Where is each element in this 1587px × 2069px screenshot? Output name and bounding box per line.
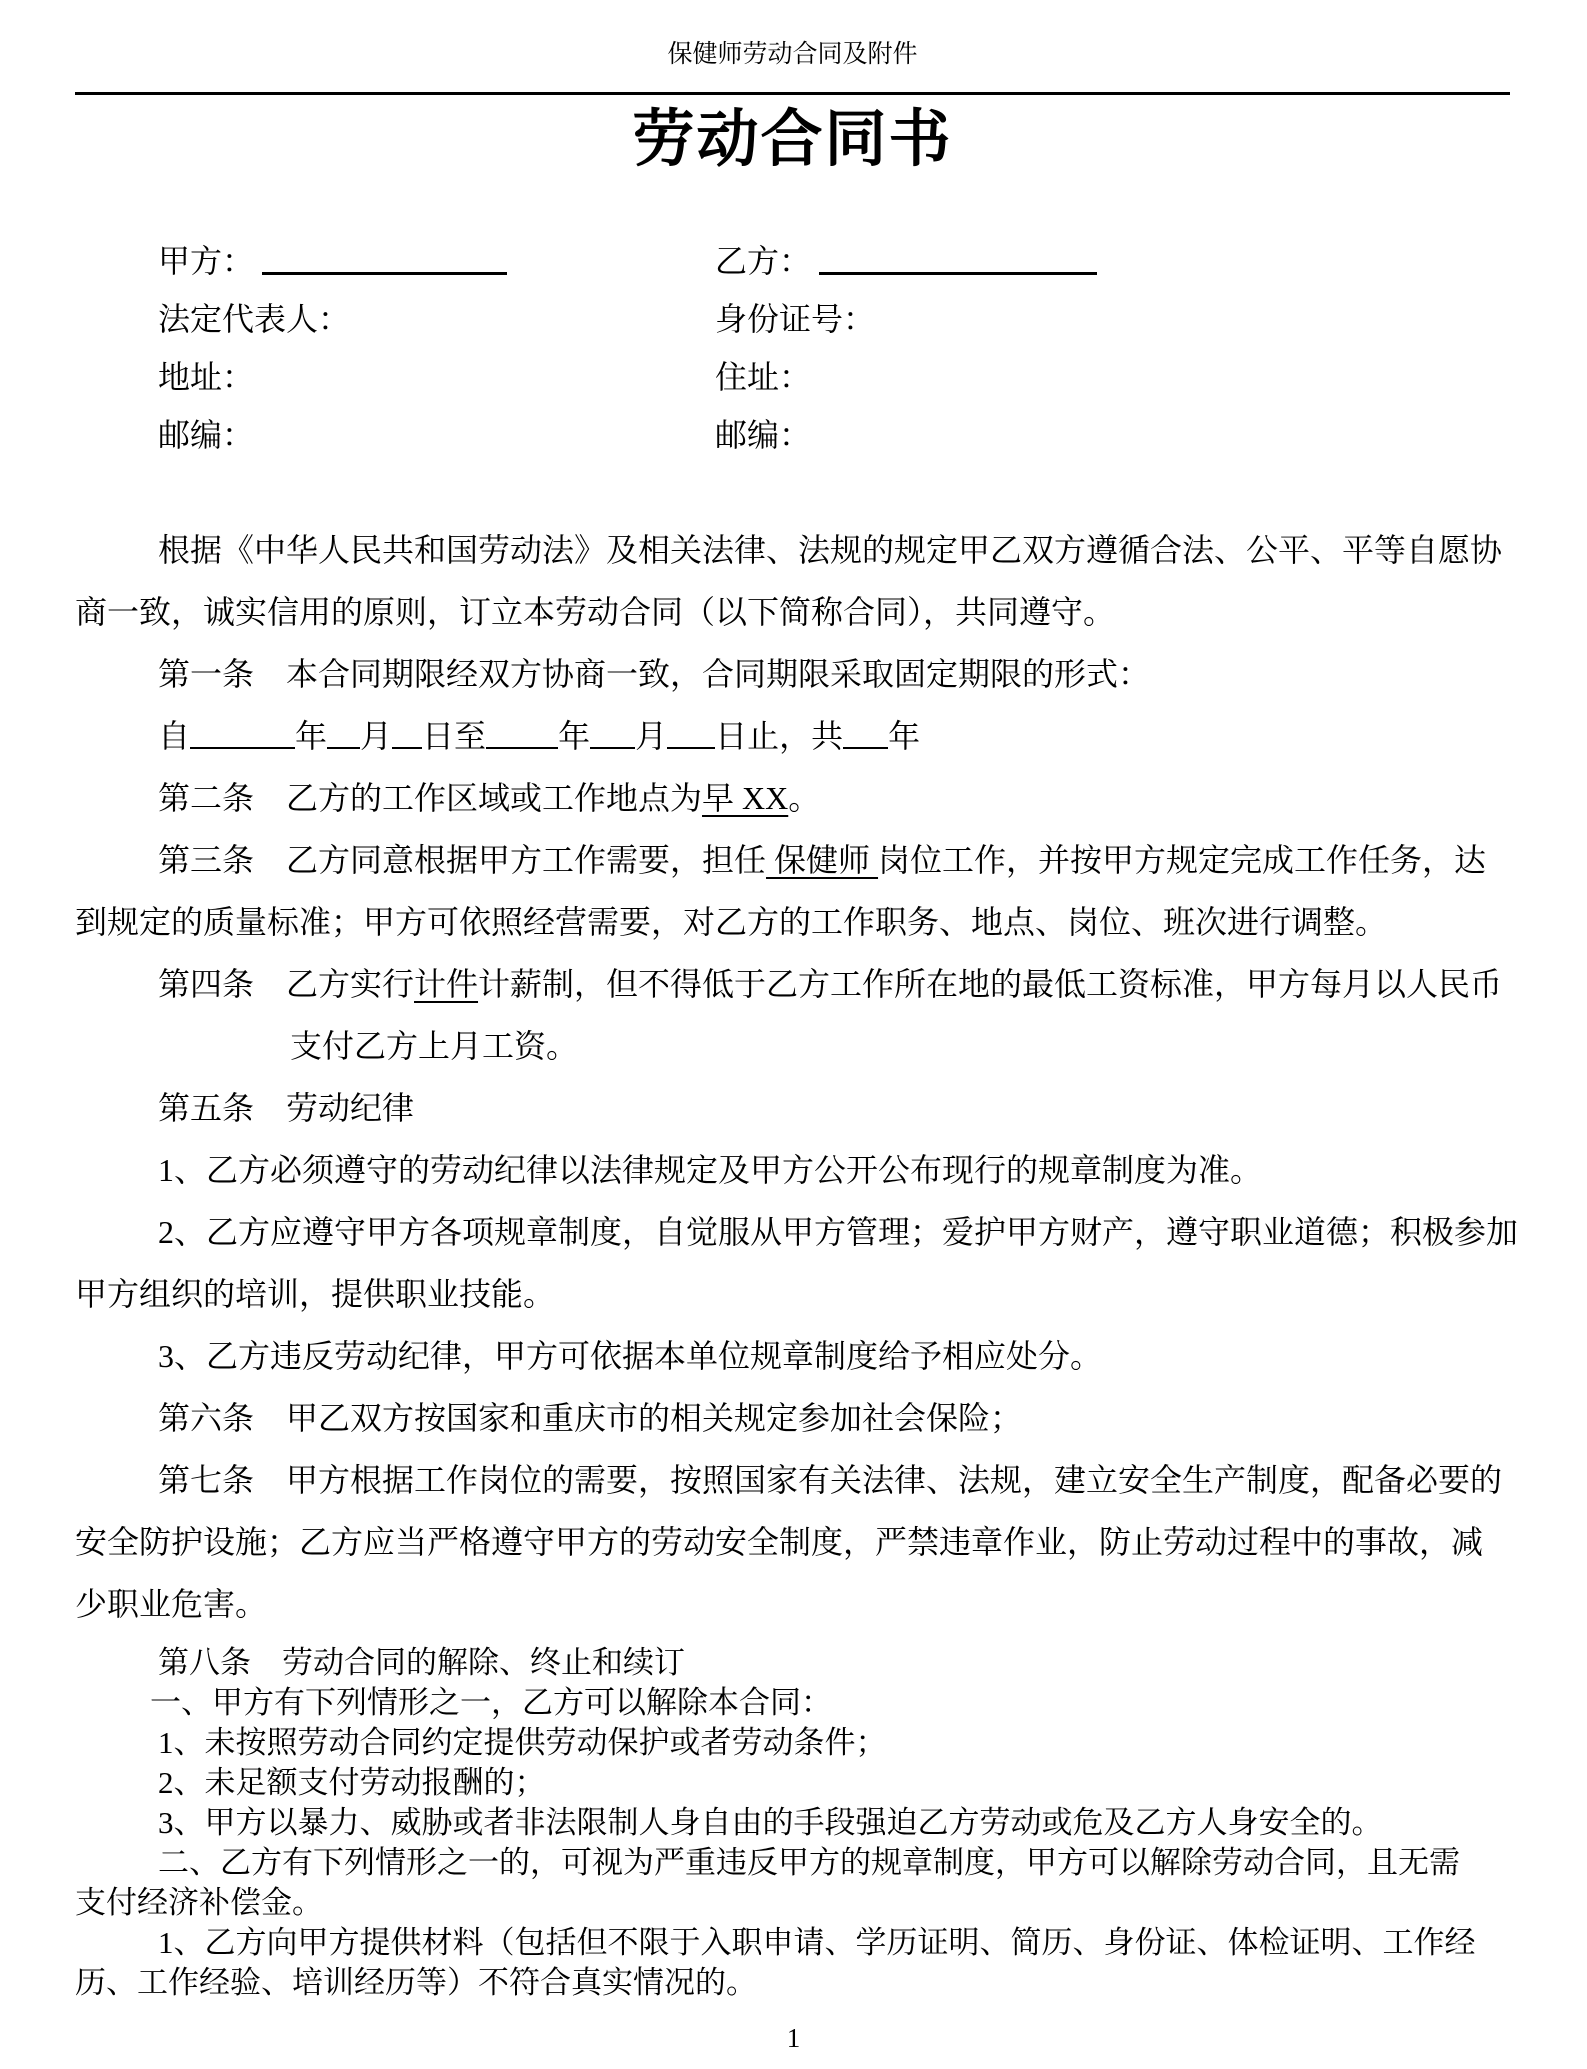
contract-line [75, 1201, 1519, 1263]
contract-line [75, 1263, 1510, 1325]
id-number-field [715, 301, 875, 337]
postcode-a-field [158, 417, 254, 453]
text-run: 安全防护设施；乙方应当严格遵守甲方的劳动安全制度，严禁违章作业，防止劳动过程中的事故，减 [75, 1524, 1484, 1560]
address-field [158, 359, 254, 395]
id-number-label: 身份证号： [715, 301, 876, 337]
text-run: 年 [888, 718, 921, 754]
party-a-blank[interactable] [262, 266, 507, 275]
contract-line [75, 891, 1510, 953]
page-number: 1 [786, 2023, 801, 2053]
contract-line [75, 1643, 1510, 1683]
text-run: 商一致，诚实信用的原则，订立本劳动合同（以下简称合同），共同遵守。 [75, 594, 1116, 630]
text-run: 月 [360, 718, 393, 754]
legal-representative-field [158, 301, 350, 337]
contract-line [75, 705, 1510, 767]
text-run: 支付经济补偿金。 [75, 1885, 323, 1920]
contract-line [75, 829, 1510, 891]
contract-line [75, 1139, 1510, 1201]
underlined-text: 计件 [414, 966, 479, 1002]
text-run: 支付乙方上月工资。 [290, 1028, 579, 1064]
fill-in-blank[interactable] [667, 743, 715, 749]
text-run: 少职业危害。 [75, 1586, 268, 1622]
text-run: 第五条 劳动纪律 [158, 1090, 415, 1126]
text-run: 年 [295, 718, 328, 754]
fill-in-blank[interactable] [843, 743, 888, 749]
contract-line [75, 1803, 1510, 1843]
underlined-text: 早 XX [702, 780, 789, 816]
document-title: 劳动合同书 [632, 105, 953, 174]
fill-in-blank[interactable] [392, 743, 422, 749]
text-run: 2、乙方应遵守甲方各项规章制度，自觉服从甲方管理；爱护甲方财产，遵守职业道德；积极参加 [158, 1214, 1519, 1250]
contract-line [75, 1077, 1510, 1139]
text-run: 甲方组织的培训，提供职业技能。 [75, 1276, 556, 1312]
text-run: 1、乙方必须遵守的劳动纪律以法律规定及甲方公开公布现行的规章制度为准。 [158, 1152, 1263, 1188]
party-b-field [715, 243, 1097, 279]
text-run: 1、未按照劳动合同约定提供劳动保护或者劳动条件； [158, 1725, 887, 1760]
text-run: 自 [158, 718, 191, 754]
contract-line [75, 1843, 1510, 1883]
header-rule [75, 92, 1510, 95]
contract-line [75, 1723, 1510, 1763]
text-run: 历、工作经验、培训经历等）不符合真实情况的。 [75, 1965, 757, 2000]
parties-block [75, 243, 1510, 453]
fill-in-blank[interactable] [590, 743, 635, 749]
text-run: 第一条 本合同期限经双方协商一致，合同期限采取固定期限的形式： [158, 656, 1151, 692]
contract-line [75, 953, 1510, 1015]
text-run: 计薪制，但不得低于乙方工作所在地的最低工资标准，甲方每月以人民币 [478, 966, 1503, 1002]
fill-in-blank[interactable] [190, 743, 295, 749]
residence-field [715, 359, 811, 395]
text-run: 年 [558, 718, 591, 754]
text-run: 第七条 甲方根据工作岗位的需要，按照国家有关法律、法规，建立安全生产制度，配备必要的 [158, 1462, 1503, 1498]
postcode-a-label: 邮编： [158, 417, 255, 453]
text-run: 一、甲方有下列情形之一，乙方可以解除本合同： [150, 1685, 832, 1720]
text-run: 1、乙方向甲方提供材料（包括但不限于入职申请、学历证明、简历、身份证、体检证明、工作经 [158, 1925, 1476, 1960]
text-run: 到规定的质量标准；甲方可依照经营需要，对乙方的工作职务、地点、岗位、班次进行调整。 [75, 904, 1388, 940]
underlined-text: 保健师 [766, 842, 879, 878]
text-run: 二、乙方有下列情形之一的，可视为严重违反甲方的规章制度，甲方可以解除劳动合同，且无需 [158, 1845, 1460, 1880]
text-run: 2、未足额支付劳动报酬的； [158, 1765, 546, 1800]
contract-line [75, 1963, 1510, 2003]
contract-line [75, 1683, 1510, 1723]
text-run: 第三条 乙方同意根据甲方工作需要，担任 [158, 842, 767, 878]
address-label: 地址： [158, 359, 255, 395]
contract-line [75, 1325, 1510, 1387]
legal-representative-label: 法定代表人： [158, 301, 351, 337]
contract-body [75, 519, 1519, 2003]
residence-label: 住址： [715, 359, 812, 395]
text-run: 岗位工作，并按甲方规定完成工作任务，达 [878, 842, 1487, 878]
party-row [75, 301, 1510, 337]
text-run: 第六条 甲乙双方按国家和重庆市的相关规定参加社会保险； [158, 1400, 1023, 1436]
text-run: 。 [788, 780, 821, 816]
text-run: 日至 [422, 718, 487, 754]
text-run: 第二条 乙方的工作区域或工作地点为 [158, 780, 703, 816]
postcode-b-label: 邮编： [715, 417, 812, 453]
contract-line [75, 1449, 1510, 1511]
text-run: 第四条 乙方实行 [158, 966, 415, 1002]
party-b-blank[interactable] [819, 266, 1097, 275]
party-row [75, 243, 1510, 279]
contract-line [75, 643, 1510, 705]
contract-section-tight [75, 1643, 1510, 2003]
text-run: 日止，共 [715, 718, 844, 754]
text-run: 月 [635, 718, 668, 754]
contract-line [75, 1511, 1510, 1573]
contract-line [75, 1387, 1510, 1449]
party-a-label: 甲方： [158, 243, 255, 279]
contract-line [75, 1883, 1510, 1923]
party-a-field [158, 243, 507, 279]
contract-line [75, 581, 1510, 643]
text-run: 3、甲方以暴力、威胁或者非法限制人身自由的手段强迫乙方劳动或危及乙方人身安全的。 [158, 1805, 1383, 1840]
contract-line [75, 1763, 1510, 1803]
contract-line [75, 767, 1510, 829]
running-header: 保健师劳动合同及附件 [667, 41, 918, 68]
party-row [75, 417, 1510, 453]
contract-section-wide [75, 519, 1519, 1635]
contract-line [75, 1015, 1510, 1077]
contract-line [75, 1923, 1510, 1963]
contract-line [75, 1573, 1510, 1635]
text-run: 根据《中华人民共和国劳动法》及相关法律、法规的规定甲乙双方遵循合法、公平、平等自愿协 [158, 532, 1503, 568]
party-row [75, 359, 1510, 395]
text-run: 第八条 劳动合同的解除、终止和续订 [158, 1645, 685, 1680]
fill-in-blank[interactable] [327, 743, 360, 749]
contract-line [75, 519, 1510, 581]
party-b-label: 乙方： [715, 243, 812, 279]
text-run: 3、乙方违反劳动纪律，甲方可依据本单位规章制度给予相应处分。 [158, 1338, 1103, 1374]
fill-in-blank[interactable] [486, 743, 558, 749]
postcode-b-field [715, 417, 811, 453]
